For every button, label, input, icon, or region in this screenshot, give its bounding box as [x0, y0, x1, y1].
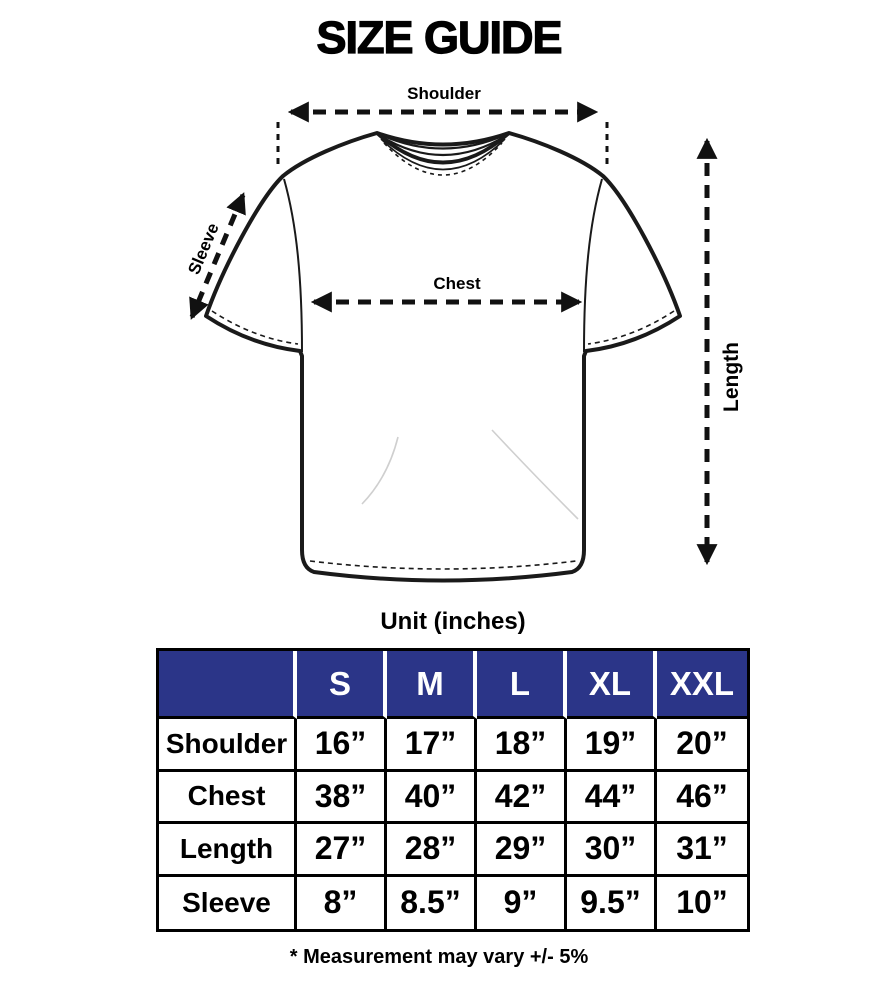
sleeve-xxl: 10” — [657, 877, 747, 930]
header-size-m: M — [387, 651, 477, 719]
chest-xl: 44” — [567, 772, 657, 825]
chest-xxl: 46” — [657, 772, 747, 825]
shoulder-s: 16” — [297, 719, 387, 772]
header-size-s: S — [297, 651, 387, 719]
chest-s: 38” — [297, 772, 387, 825]
shoulder-measure-label: Shoulder — [407, 84, 481, 103]
length-s: 27” — [297, 824, 387, 877]
header-size-l: L — [477, 651, 567, 719]
shoulder-m: 17” — [387, 719, 477, 772]
row-label-chest: Chest — [159, 772, 297, 825]
measurement-footnote: * Measurement may vary +/- 5% — [289, 946, 589, 968]
chest-m: 40” — [387, 772, 477, 825]
length-m: 28” — [387, 824, 477, 877]
shoulder-xxl: 20” — [657, 719, 747, 772]
row-label-sleeve: Sleeve — [159, 877, 297, 930]
length-measure-label: Length — [720, 342, 743, 412]
sleeve-measure-label: Sleeve — [184, 220, 223, 278]
length-xxl: 31” — [657, 824, 747, 877]
shoulder-l: 18” — [477, 719, 567, 772]
header-size-xl: XL — [567, 651, 657, 719]
sleeve-xl: 9.5” — [567, 877, 657, 930]
length-xl: 30” — [567, 824, 657, 877]
unit-label: Unit (inches) — [380, 608, 526, 635]
header-size-xxl: XXL — [657, 651, 747, 719]
tshirt-outline — [206, 133, 680, 581]
page-title: SIZE GUIDE — [316, 12, 562, 63]
length-l: 29” — [477, 824, 567, 877]
row-label-shoulder: Shoulder — [159, 719, 297, 772]
sleeve-l: 9” — [477, 877, 567, 930]
shoulder-xl: 19” — [567, 719, 657, 772]
header-empty-cell — [159, 651, 297, 719]
chest-l: 42” — [477, 772, 567, 825]
row-label-length: Length — [159, 824, 297, 877]
chest-measure-label: Chest — [433, 274, 481, 293]
sleeve-m: 8.5” — [387, 877, 477, 930]
sleeve-s: 8” — [297, 877, 387, 930]
size-table — [156, 648, 750, 932]
